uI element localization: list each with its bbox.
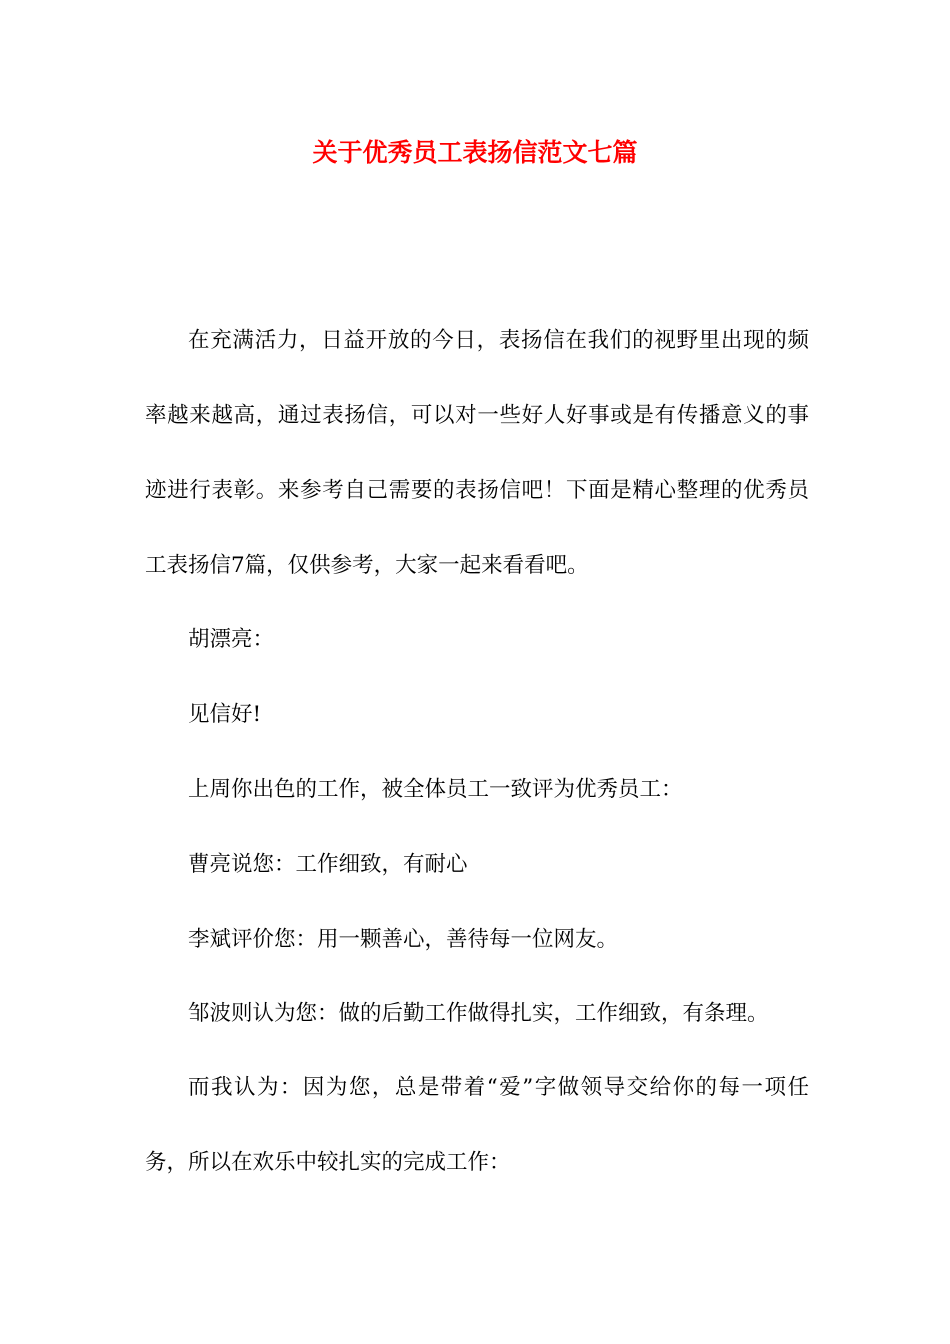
salutation-paragraph: 胡漂亮： bbox=[188, 627, 275, 652]
body-paragraph: 曹亮说您：工作细致，有耐心 bbox=[188, 852, 468, 877]
greeting-paragraph: 见信好! bbox=[188, 702, 262, 727]
body-paragraph: 李斌评价您：用一颗善心，善待每一位网友。 bbox=[188, 927, 619, 952]
body-paragraph: 上周你出色的工作，被全体员工一致评为优秀员工： bbox=[188, 777, 683, 802]
intro-paragraph: 在充满活力，日益开放的今日，表扬信在我们的视野里出现的频率越来越高，通过表扬信，可以对一些好人好事或是有传播意义的事迹进行表彰。来参考自己需要的表扬信吧！下面是精心整理的优秀员工表扬信7篇，仅供参考，大家一起来看看吧。 bbox=[145, 328, 809, 578]
document-title: 关于优秀员工表扬信范文七篇 bbox=[312, 138, 638, 167]
body-paragraph: 而我认为：因为您，总是带着“爱”字做领导交给你的每一项任务，所以在欢乐中较扎实的完成工作： bbox=[145, 1075, 809, 1175]
body-paragraph: 邹波则认为您：做的后勤工作做得扎实，工作细致，有条理。 bbox=[188, 1001, 769, 1026]
